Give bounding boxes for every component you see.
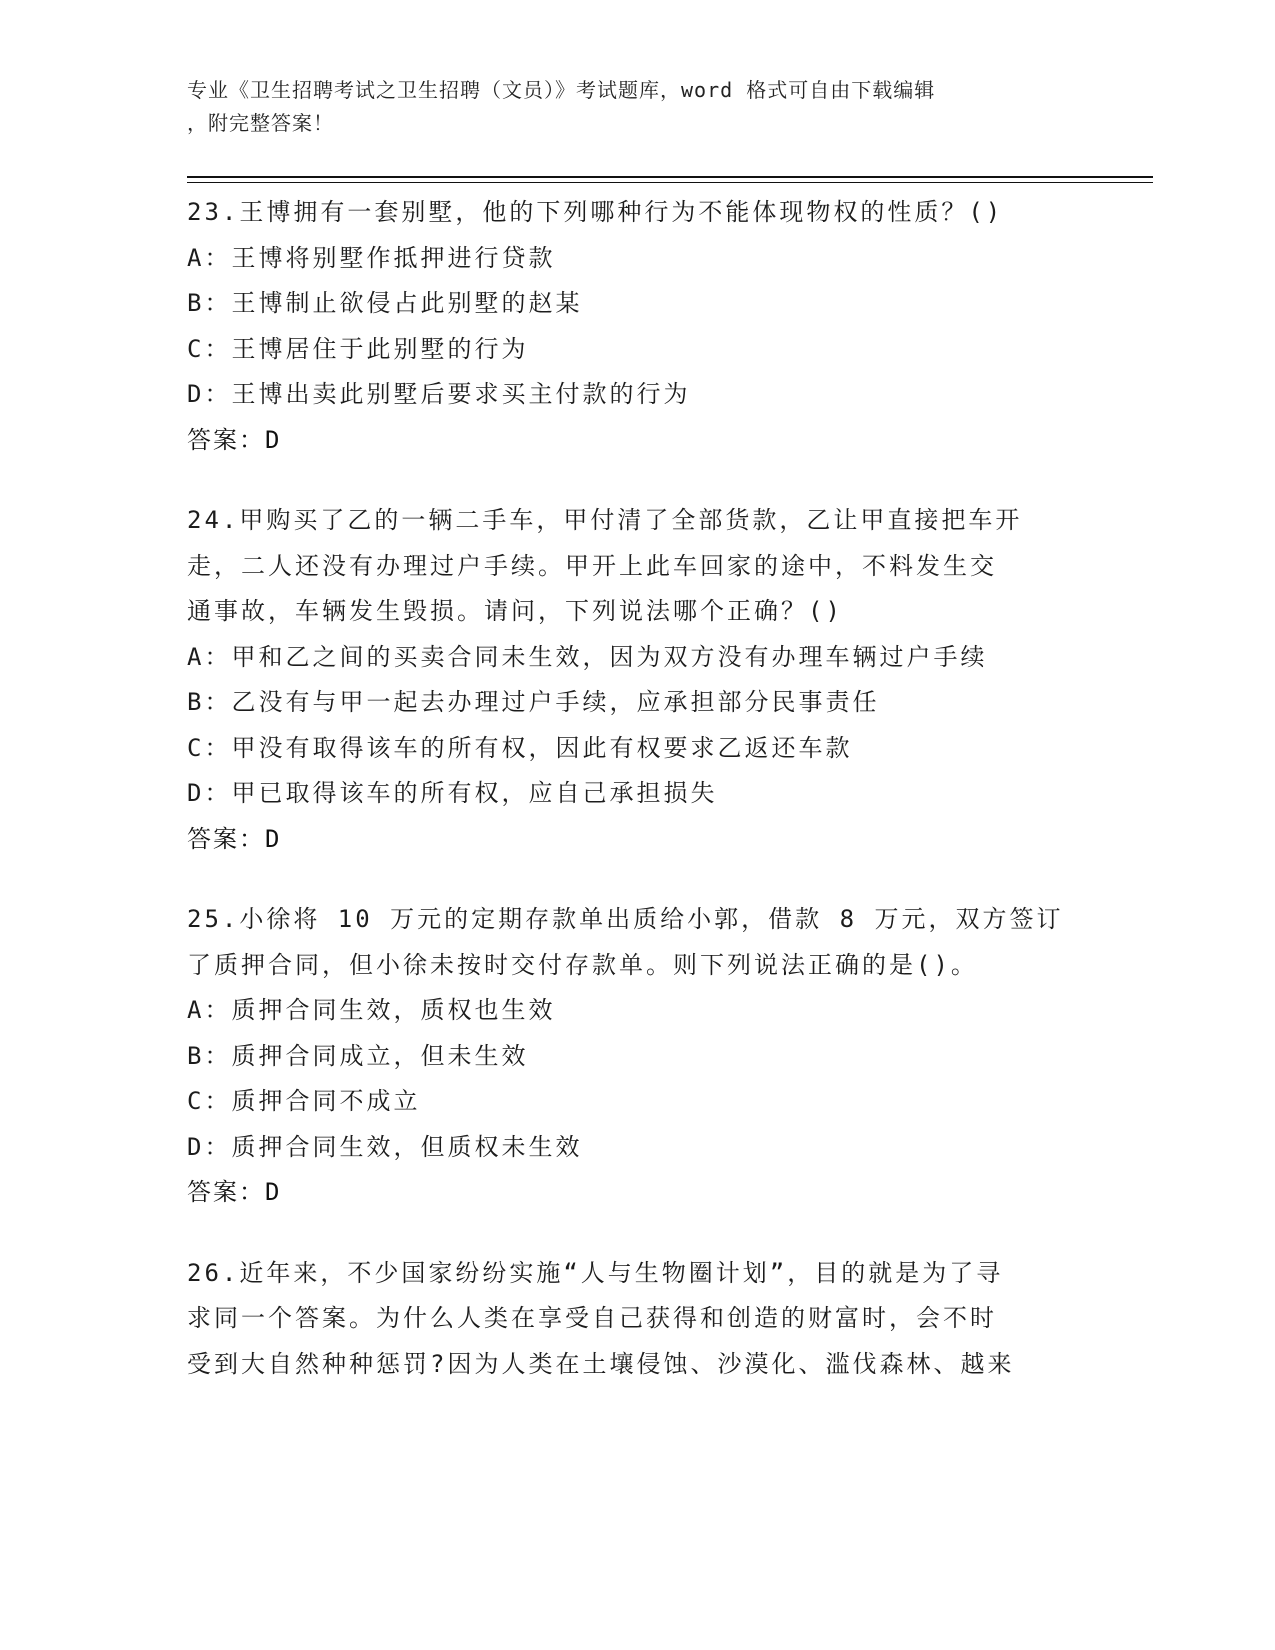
document-header bbox=[187, 74, 1067, 140]
question-stem: 了质押合同，但小徐未按时交付存款单。则下列说法正确的是()。 bbox=[187, 950, 978, 979]
option-a: A：王博将别墅作抵押进行贷款 bbox=[187, 243, 556, 272]
question-stem: 26.近年来，不少国家纷纷实施“人与生物圈计划”，目的就是为了寻 bbox=[187, 1258, 1004, 1287]
answer: 答案：D bbox=[187, 425, 282, 454]
question-stem: 24.甲购买了乙的一辆二手车，甲付清了全部货款，乙让甲直接把车开 bbox=[187, 506, 1023, 534]
question-list bbox=[187, 190, 1067, 1422]
question-stem: 25.小徐将 10 万元的定期存款单出质给小郭，借款 8 万元，双方签订 bbox=[187, 905, 1064, 933]
question-25 bbox=[187, 897, 1067, 1216]
option-c: C：甲没有取得该车的所有权，因此有权要求乙返还车款 bbox=[187, 733, 853, 762]
header-divider-thick bbox=[187, 176, 1153, 178]
option-c: C：质押合同不成立 bbox=[187, 1087, 421, 1115]
header-line-1: 专业《卫生招聘考试之卫生招聘（文员）》考试题库，word 格式可自由下载编辑 bbox=[187, 78, 936, 102]
option-b: B：王博制止欲侵占此别墅的赵某 bbox=[187, 289, 583, 317]
question-26 bbox=[187, 1251, 1067, 1388]
question-stem: 23.王博拥有一套别墅，他的下列哪种行为不能体现物权的性质？() bbox=[187, 198, 1004, 226]
option-d: D：王博出卖此别墅后要求买主付款的行为 bbox=[187, 380, 691, 408]
question-stem: 通事故，车辆发生毁损。请问，下列说法哪个正确？() bbox=[187, 597, 843, 625]
question-24 bbox=[187, 498, 1067, 862]
answer: 答案：D bbox=[187, 1178, 282, 1206]
question-23 bbox=[187, 190, 1067, 463]
option-b: B：质押合同成立，但未生效 bbox=[187, 1041, 529, 1070]
option-c: C：王博居住于此别墅的行为 bbox=[187, 334, 529, 363]
header-divider-thin bbox=[187, 182, 1153, 183]
answer: 答案：D bbox=[187, 824, 282, 853]
question-stem: 走，二人还没有办理过户手续。甲开上此车回家的途中，不料发生交 bbox=[187, 551, 997, 580]
option-d: D：甲已取得该车的所有权，应自己承担损失 bbox=[187, 779, 718, 807]
question-stem: 受到大自然种种惩罚?因为人类在土壤侵蚀、沙漠化、滥伐森林、越来 bbox=[187, 1349, 1015, 1378]
option-a: A：甲和乙之间的买卖合同未生效，因为双方没有办理车辆过户手续 bbox=[187, 642, 988, 671]
option-d: D：质押合同生效，但质权未生效 bbox=[187, 1132, 583, 1161]
question-stem: 求同一个答案。为什么人类在享受自己获得和创造的财富时，会不时 bbox=[187, 1304, 997, 1332]
option-b: B：乙没有与甲一起去办理过户手续，应承担部分民事责任 bbox=[187, 688, 880, 716]
header-line-2: ，附完整答案！ bbox=[187, 111, 334, 135]
option-a: A：质押合同生效，质权也生效 bbox=[187, 996, 556, 1024]
